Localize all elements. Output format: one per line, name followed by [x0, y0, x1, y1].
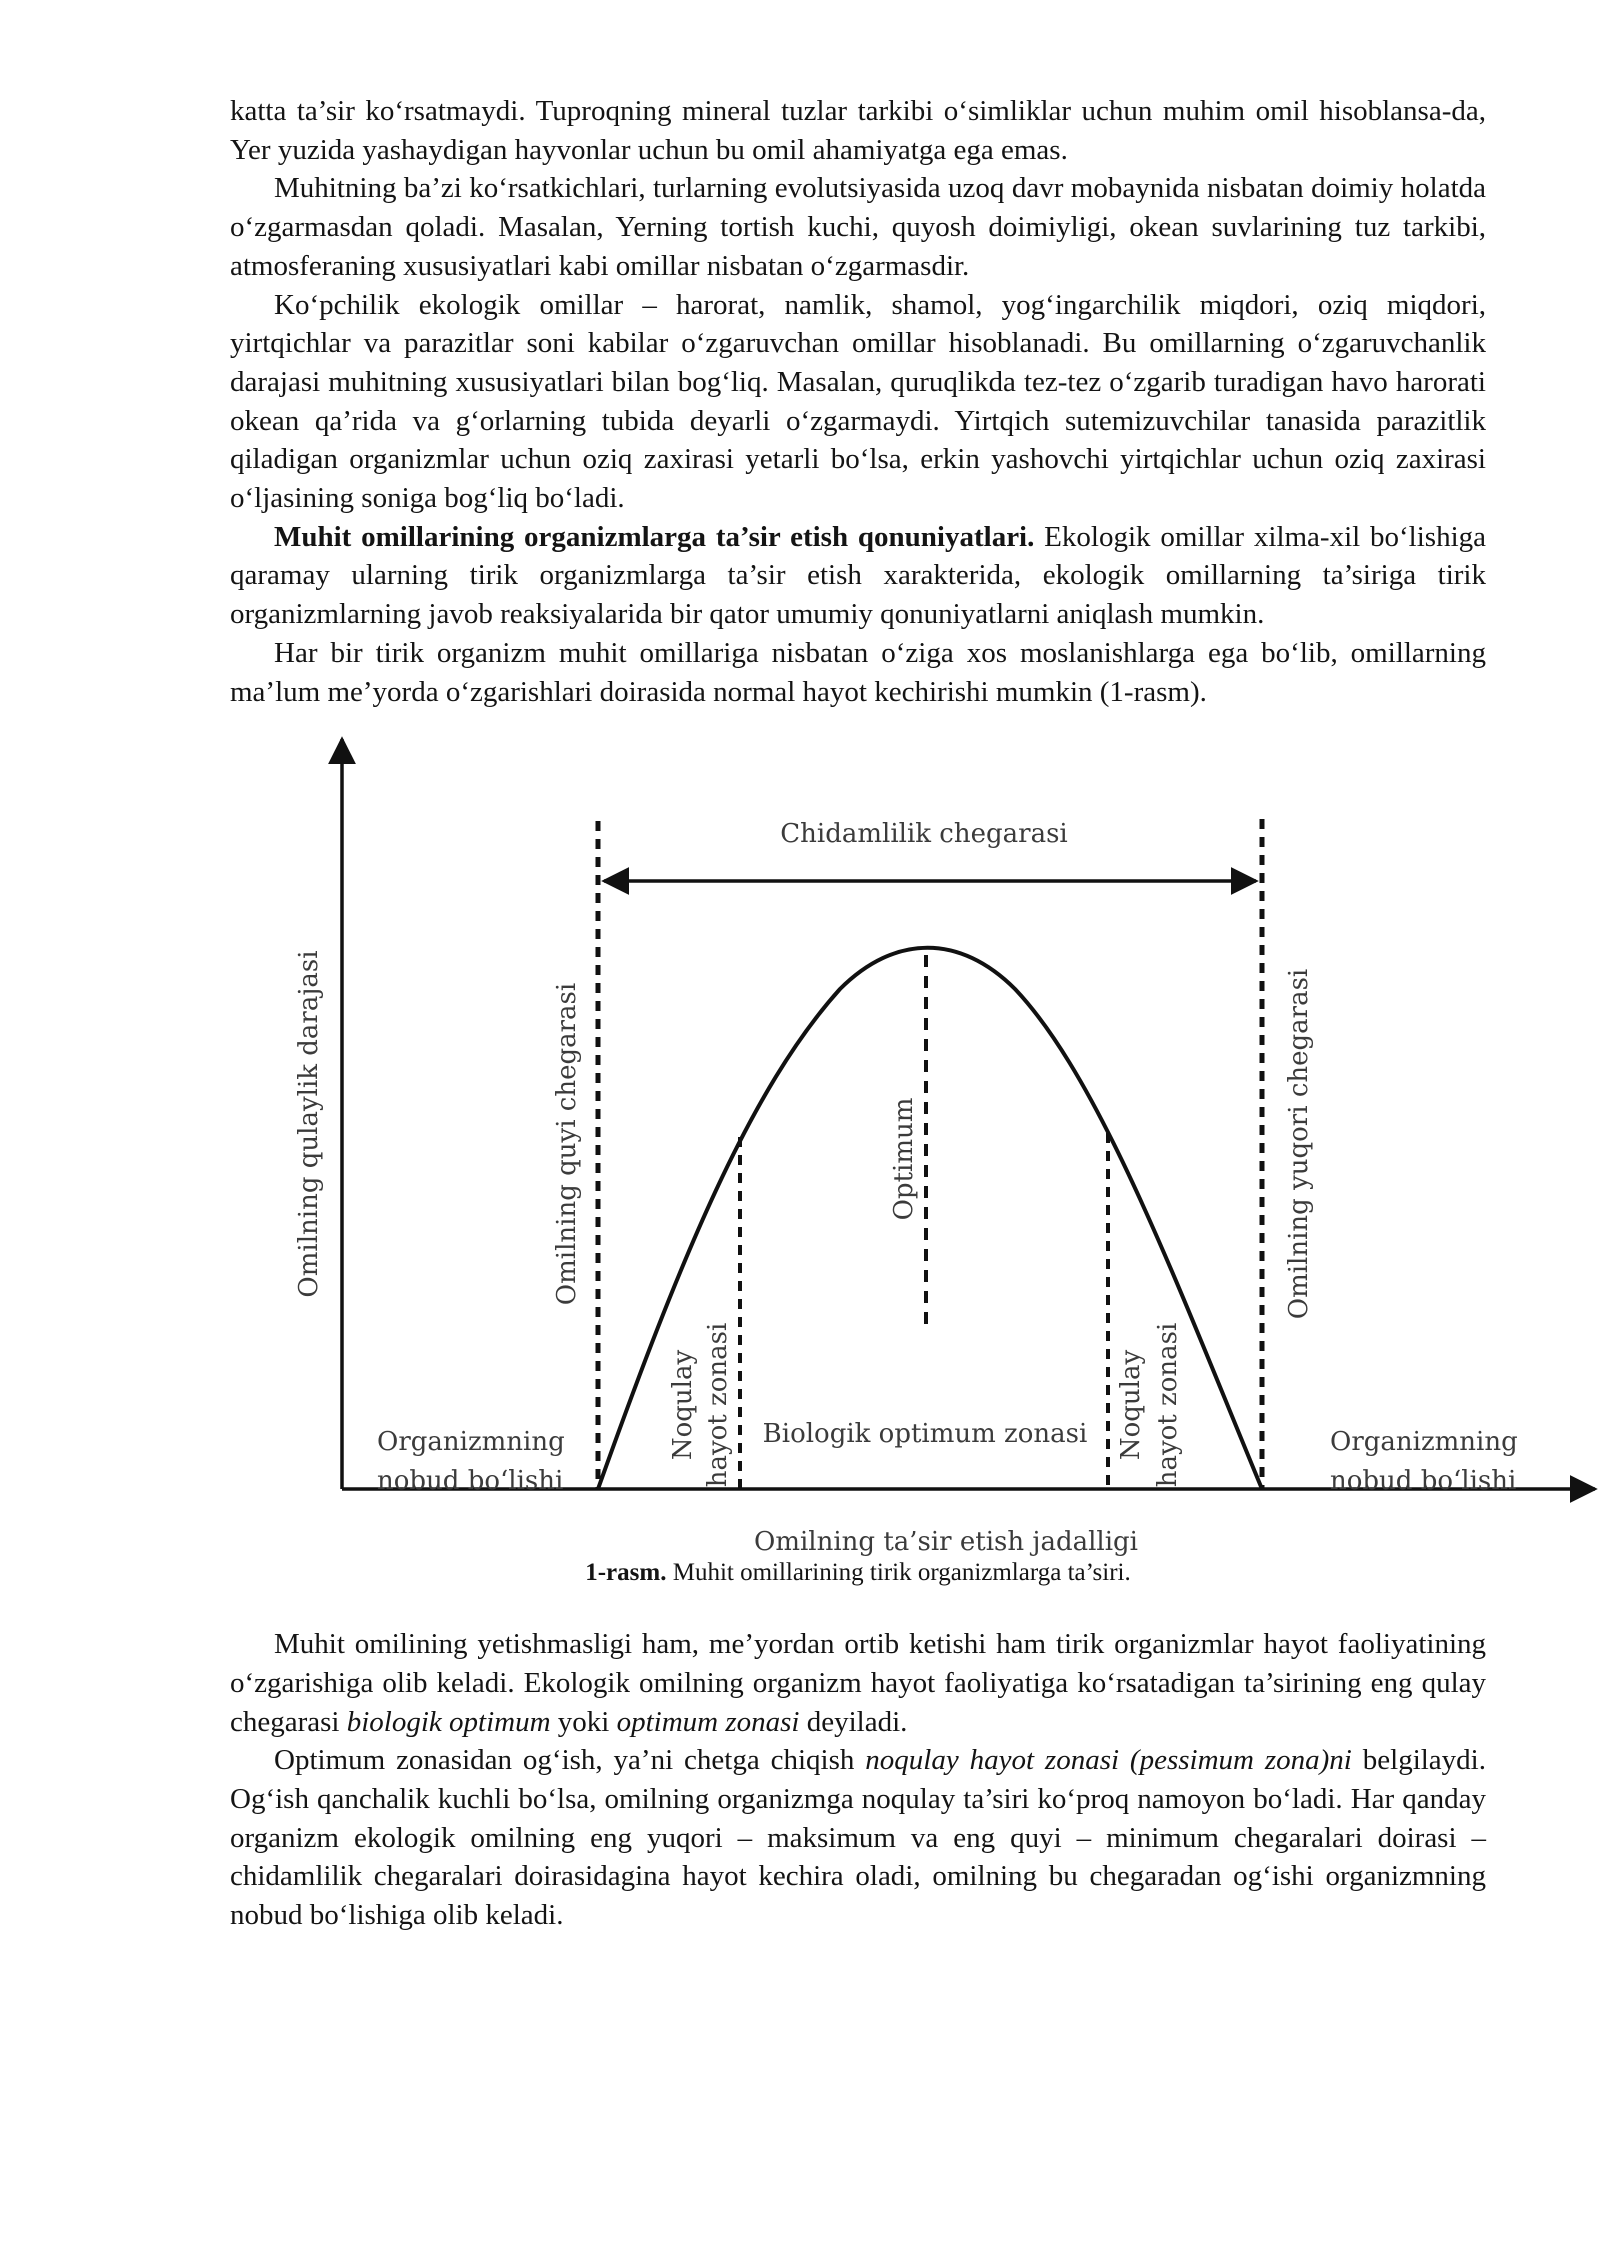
upper-limit-label: Omilning yuqori chegarasi	[1284, 969, 1314, 1320]
text-run: deyiladi.	[799, 1705, 908, 1738]
death-right-label-1: Organizmning	[1330, 1427, 1518, 1458]
figure-1	[230, 719, 1518, 1579]
pessimum-left-label-2: hayot zonasi	[703, 1322, 733, 1488]
lower-limit-label: Omilning quyi chegarasi	[552, 983, 582, 1306]
x-axis-label: Omilning ta’sir etish jadalligi	[754, 1527, 1138, 1558]
page-content	[230, 92, 1518, 1935]
death-left-label-2: nobud bo‘lishi	[377, 1466, 564, 1497]
paragraph	[230, 1741, 1486, 1935]
paragraph	[230, 518, 1486, 634]
text-block-top	[230, 92, 1486, 711]
text-run: Muhitning ba’zi ko‘rsatkichlari, turlarning evolutsiyasida uzoq davr mobaynida nisbatan doimiy holatda o‘zgarmasdan qoladi. Masalan, Yerning tortish kuchi, quyosh doimiyligi, okean suvlarining tuz tarkibi, atmosferaning xususiyatlari kabi omillar nisbatan o‘zgarmasdir.	[230, 172, 1486, 282]
italic-term: optimum zonasi	[616, 1705, 800, 1738]
pessimum-right-label-1: Noqulay	[1116, 1350, 1146, 1461]
paragraph	[230, 92, 1486, 169]
pessimum-left-label-1: Noqulay	[668, 1350, 698, 1461]
text-run: Ekologik omillar xilma-xil bo‘lishiga qaramay ularning tirik organizmlarga ta’sir etish xarakterida, ekologik omillarning ta’siriga tirik organizmlarning javob reaksiyalarida bir qator umumiy qonuniyatlarni aniqlash mumkin.	[230, 520, 1486, 631]
paragraph	[230, 286, 1486, 518]
optimum-label: Optimum	[889, 1097, 919, 1221]
pessimum-right-label-2: hayot zonasi	[1153, 1322, 1183, 1488]
optimum-zone-label: Biologik optimum zonasi	[762, 1419, 1088, 1450]
text-run: katta ta’sir ko‘rsatmaydi. Tuproqning mineral tuzlar tarkibi o‘simliklar uchun muhim omil hisoblansa-da, Yer yuzida yashaydigan hayvonlar uchun bu omil ahamiyatga ega emas.	[230, 95, 1486, 166]
paragraph	[230, 169, 1486, 285]
paragraph	[230, 1625, 1486, 1741]
text-run: Optimum zonasidan og‘ish, ya’ni chetga chiqish	[274, 1744, 866, 1777]
text-run: Ko‘pchilik ekologik omillar – harorat, namlik, shamol, yog‘ingarchilik miqdori, oziq miqdori, yirtqichlar va parazitlar soni kabilar o‘zgaruvchan omillar hisoblanadi. Bu omillarning o‘zgaruvchanlik darajasi muhitning xususiyatlari bilan bog‘liq. Masalan, quruqlikda tez-tez o‘zgarib turadigan havo harorati okean qa’rida va g‘orlarning tubida deyarli o‘zgarmaydi. Yirtqich sutemizuvchilar tanasida parazitlik qiladigan organizmlar uchun oziq zaxirasi yetarli bo‘lsa, erkin yashovchi yirtqichlar uchun oziq zaxirasi o‘ljasining soniga bog‘liq bo‘ladi.	[230, 288, 1486, 515]
caption-number: 1-rasm.	[585, 1559, 667, 1587]
caption-text: Muhit omillarining tirik organizmlarga ta’siri.	[666, 1559, 1131, 1587]
italic-term: biologik optimum	[346, 1705, 551, 1738]
text-run: Har bir tirik organizm muhit omillariga nisbatan o‘ziga xos moslanishlarga ega bo‘lib, omillarning ma’lum me’yorda o‘zgarishlari doirasida normal hayot kechirishi mumkin (1-rasm).	[230, 636, 1486, 708]
italic-term: noqulay hayot zonasi (pessimum zona)ni	[865, 1744, 1352, 1777]
bold-heading: Muhit omillarining organizmlarga ta’sir etish qonuniyatlari.	[274, 520, 1035, 553]
tolerance-diagram	[0, 719, 1600, 1579]
death-right-label-2: nobud bo‘lishi	[1330, 1466, 1517, 1497]
paragraph	[230, 634, 1486, 711]
death-left-label-1: Organizmning	[377, 1427, 565, 1458]
y-axis-label: Omilning qulaylik darajasi	[294, 950, 324, 1298]
text-run: Muhit omilining yetishmasligi ham, me’yordan ortib ketishi ham tirik organizmlar hayot faoliyatining o‘zgarishiga olib keladi. Ekologik omilning organizm hayot faoliyatiga ko‘rsatadigan ta’sirining eng qulay chegarasi	[230, 1628, 1486, 1738]
tolerance-label: Chidamlilik chegarasi	[780, 819, 1068, 850]
text-run: belgilaydi. Og‘ish qanchalik kuchli bo‘lsa, omilning organizmga noqulay ta’siri ko‘proq namoyon bo‘ladi. Har qanday organizm ekologik omilning eng yuqori – maksimum va eng quyi – minimum chegaralari doirasi – chidamlilik chegaralari doirasidagina hayot kechira oladi, omilning bu chegaradan og‘ishi organizmning nobud bo‘lishiga olib keladi.	[230, 1744, 1486, 1932]
text-block-bottom	[230, 1625, 1486, 1935]
text-run: yoki	[550, 1705, 617, 1738]
